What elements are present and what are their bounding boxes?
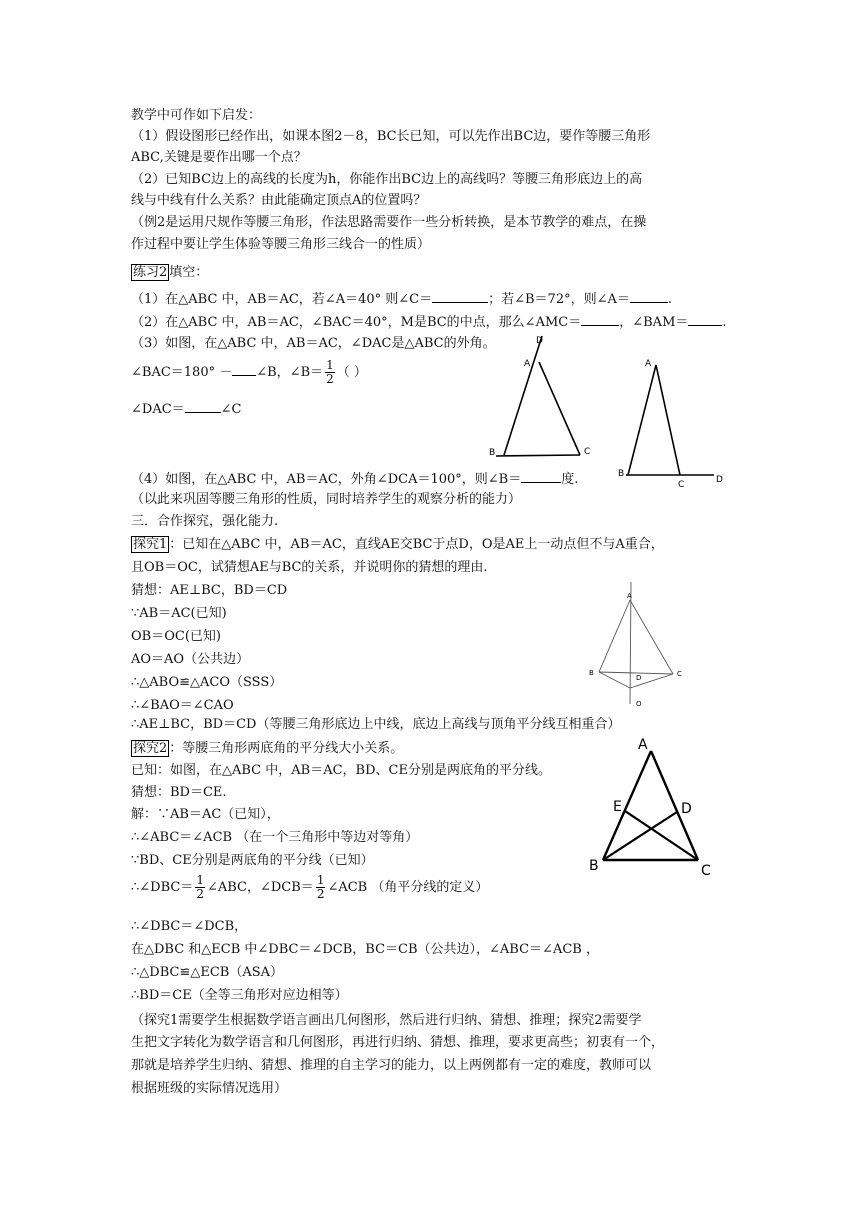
label-d: D: [681, 801, 692, 817]
proof-1-line-5: ∴△ABO≌△ACO（SSS）: [131, 675, 283, 690]
question-1-line-1: （1）假设图形已经作出，如课本图2－8，BC长已知，可以先作出BC边，要作等腰三角形: [131, 129, 651, 144]
exercise-3-paren: （ ）: [336, 365, 367, 380]
label-d: D: [636, 674, 642, 682]
proof-2-line-3: 解：∵AB＝AC（已知），: [131, 807, 280, 822]
proof-2-text-a: ∴∠DBC＝: [131, 880, 194, 895]
exercise-item-1: [131, 290, 672, 308]
exercise-3-text-d: ∠C: [220, 402, 242, 417]
inquiry-1-line-2: 且OB＝OC，试猜想AE与BC的关系，并说明你的猜想的理由.: [131, 560, 488, 575]
label-b: B: [589, 858, 599, 874]
label-c: C: [584, 447, 591, 457]
inquiry-2-line-1: [131, 740, 403, 757]
note-1-line-2: 作过程中要让学生体验等腰三角形三线合一的性质）: [131, 237, 431, 252]
exercise-item-2: [131, 313, 727, 331]
label-c: C: [701, 863, 711, 879]
fraction-one-half: $\frac{1}{2}$: [316, 873, 325, 901]
exercise-4-text-b: 度.: [561, 472, 579, 487]
fraction-one-half: $\frac{1}{2}$: [326, 358, 334, 386]
answer-blank[interactable]: [432, 290, 488, 303]
proof-1-line-7: ∴AE⊥BC，BD＝CD（等腰三角形底边上中线，底边上高线与顶角平分线互相重合）: [131, 717, 621, 732]
intro: 教学中可作如下启发：: [131, 108, 262, 123]
proof-2-line-1: 已知：如图，在△ABC 中，AB＝AC，BD、CE分别是两底角的平分线。: [131, 763, 551, 778]
proof-2-line-8: 在△DBC 和△ECB 中∠DBC＝∠DCB，BC＝CB（公共边），∠ABC＝∠ACB ，: [131, 942, 599, 957]
proof-2-line-6: [131, 872, 488, 904]
label-c: C: [677, 670, 682, 678]
answer-blank[interactable]: [581, 313, 619, 326]
proof-2-line-2: 猜想：BD＝CE.: [131, 785, 227, 800]
exercise-3-text-a: ∠BAC＝180° －: [131, 365, 233, 380]
answer-blank[interactable]: [630, 290, 668, 303]
label-c: C: [678, 480, 685, 487]
note-3-line-1: （探究1需要学生根据数学语言画出几何图形，然后进行归纳、猜想、推理；探究2需要学: [131, 1013, 642, 1028]
proof-1-line-1: 猜想：AE⊥BC，BD＝CD: [131, 583, 288, 598]
inquiry-2-text: ：等腰三角形两底角的平分线大小关系。: [169, 741, 404, 756]
inquiry-1-box: 探究1: [133, 537, 168, 552]
proof-2-line-5: ∵BD、CE分别是两底角的平分线（已知）: [131, 853, 374, 868]
answer-blank[interactable]: [232, 363, 256, 376]
exercise-2-heading: [131, 264, 208, 281]
proof-2-line-7: ∴∠DBC＝∠DCB，: [131, 919, 248, 934]
question-2-line-2: 线与中线有什么关系？由此能确定顶点A的位置吗？: [131, 193, 427, 208]
exercise-2-title: 填空：: [169, 265, 209, 280]
note-2: （以此来巩固等腰三角形的性质，同时培养学生的观察分析的能力）: [131, 492, 522, 507]
exercise-2-text-b: ，∠BAM＝: [619, 315, 689, 330]
exercise-3-line-2: [131, 400, 242, 418]
proof-2-text-b: ∠ABC，∠DCB＝: [206, 880, 314, 895]
proof-1-line-6: ∴∠BAO＝∠CAO: [131, 698, 234, 713]
answer-blank[interactable]: [688, 313, 722, 326]
proof-2-text-c: ∠ACB （角平分线的定义）: [327, 880, 489, 895]
figure-inquiry-1: [585, 580, 695, 710]
label-b: B: [618, 469, 625, 479]
exercise-3-line-1: [131, 358, 367, 388]
note-1-line-1: （例2是运用尺规作等腰三角形，作法思路需要作一些分析转换，是本节教学的难点，在操: [131, 215, 647, 230]
answer-blank[interactable]: [521, 470, 561, 483]
proof-1-line-2: ∵AB＝AC(已知): [131, 606, 227, 621]
label-d: D: [536, 336, 543, 346]
exercise-item-3: （3）如图，在△ABC 中，AB＝AC，∠DAC是△ABC的外角。: [131, 336, 496, 351]
proof-2-line-4: ∴∠ABC＝∠ACB （在一个三角形中等边对等角）: [131, 830, 419, 845]
answer-blank[interactable]: [185, 400, 221, 413]
exercise-4-text-a: （4）如图，在△ABC 中，AB＝AC，外角∠DCA＝100°，则∠B＝: [131, 472, 522, 487]
label-a: A: [627, 592, 632, 600]
figure-exterior-angle-dac: [485, 332, 595, 462]
figure-angle-bisectors: [583, 735, 723, 880]
fraction-one-half: $\frac{1}{2}$: [196, 873, 204, 901]
proof-2-line-9: ∴△DBC≌△ECB（ASA）: [131, 965, 283, 980]
label-b: B: [489, 448, 496, 458]
label-a: A: [645, 359, 652, 369]
figure-exterior-angle-dca: [613, 352, 728, 487]
label-e: E: [613, 799, 622, 815]
question-1-line-2: ABC,关键是要作出哪一个点？: [131, 150, 307, 165]
exercise-2-box: 练习2: [133, 265, 168, 280]
section-3-title: 三．合作探究，强化能力.: [131, 514, 279, 529]
label-b: B: [589, 669, 594, 677]
label-a: A: [524, 359, 531, 369]
note-3-line-4: 根据班级的实际情况选用）: [131, 1081, 288, 1096]
question-2-line-1: （2）已知BC边上的高线的长度为h，你能作出BC边上的高线吗？等腰三角形底边上的高: [131, 172, 643, 187]
proof-1-line-3: OB＝OC(已知): [131, 629, 221, 644]
exercise-1-text-a: （1）在△ABC 中，AB＝AC，若∠A＝40° 则∠C＝: [131, 292, 433, 307]
label-a: A: [638, 737, 648, 753]
exercise-3-text-c: ∠DAC＝: [131, 402, 185, 417]
label-d: D: [716, 475, 723, 485]
proof-1-line-4: AO＝AO（公共边）: [131, 652, 250, 667]
note-3-line-2: 生把文字转化为数学语言和几何图形，再进行归纳、猜想、推理，要求更高些；初衷有一个，: [131, 1035, 665, 1050]
exercise-3-text-b: ∠B，∠B＝: [256, 365, 324, 380]
inquiry-1-line-1: [131, 536, 664, 553]
exercise-2-text-c: .: [722, 315, 727, 330]
exercise-1-text-b: ；若∠B＝72°，则∠A＝: [488, 292, 630, 307]
label-o: O: [636, 700, 642, 708]
inquiry-2-box: 探究2: [133, 741, 168, 756]
note-3-line-3: 那就是培养学生归纳、猜想、推理的自主学习的能力，以上两例都有一定的难度，教师可以: [131, 1058, 652, 1073]
inquiry-1-text: ：已知在△ABC 中，AB＝AC，直线AE交BC于点D，O是AE上一动点但不与A重合，: [169, 537, 664, 552]
exercise-2-text-a: （2）在△ABC 中，AB＝AC，∠BAC＝40°，M是BC的中点，那么∠AMC＝: [131, 315, 582, 330]
exercise-1-text-c: .: [667, 292, 673, 307]
proof-2-line-10: ∴BD＝CE（全等三角形对应边相等）: [131, 988, 348, 1003]
exercise-item-4: [131, 470, 578, 488]
